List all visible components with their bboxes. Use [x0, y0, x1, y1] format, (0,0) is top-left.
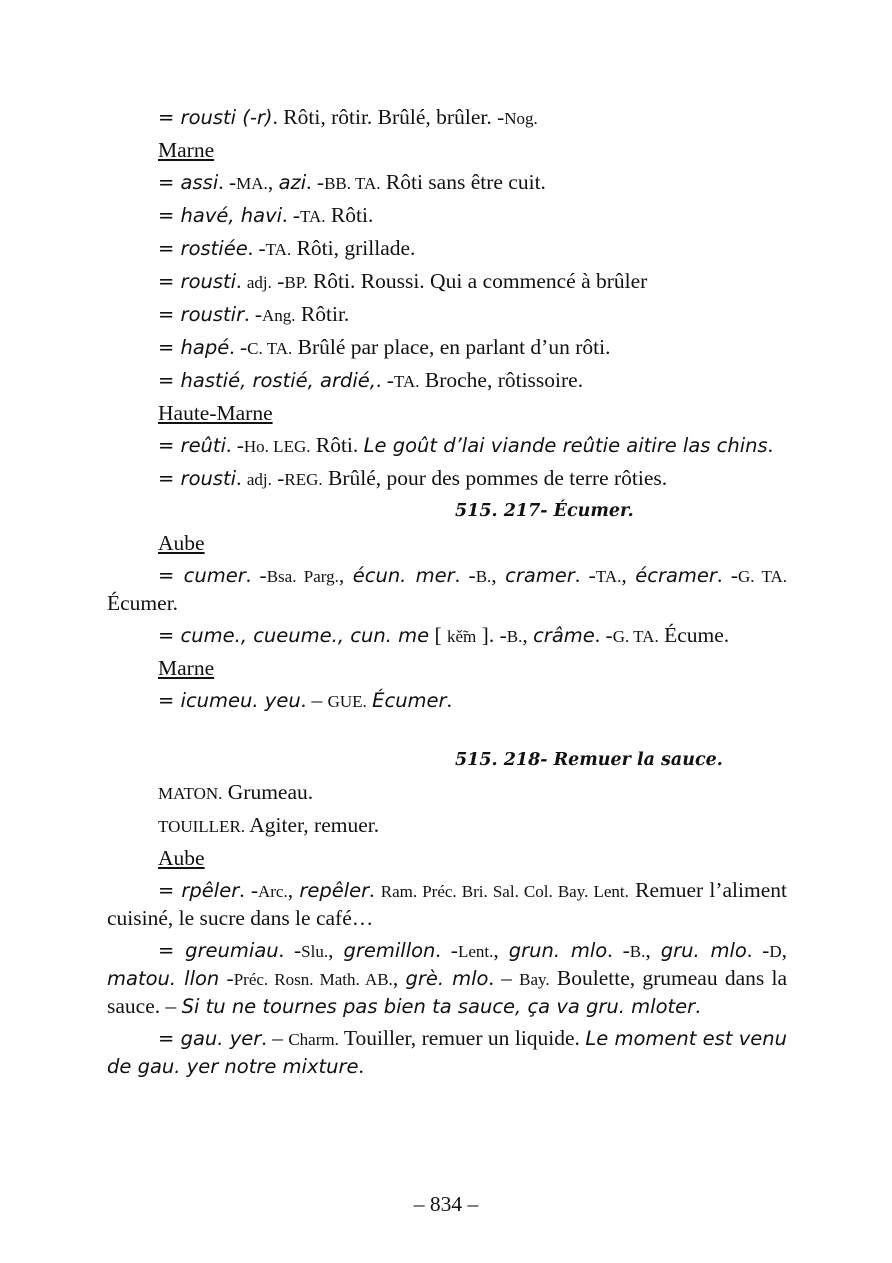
- entry-line: TOUILLER. Agiter, remuer.: [158, 813, 380, 837]
- section-heading: 515. 217- Écumer.: [455, 501, 634, 521]
- entry-line: = reûti. -Ho. LEG. Rôti. Le goût d’lai viande reûtie aitire las chins.: [158, 433, 774, 457]
- entry-line: = assi. -MA., azi. -BB. TA. Rôti sans être cuit.: [158, 170, 546, 194]
- region-heading: Haute-Marne: [158, 401, 273, 425]
- entry-line: = cumer. -Bsa. Parg., écun. mer. -B., cramer. -TA., écramer. -G. TA. Écumer.: [107, 563, 788, 615]
- region-heading: Aube: [158, 531, 205, 555]
- region-heading: Aube: [158, 846, 205, 870]
- entry-line: = hapé. -C. TA. Brûlé par place, en parlant d’un rôti.: [158, 335, 611, 359]
- entry-line: = rostiée. -TA. Rôti, grillade.: [158, 236, 416, 260]
- entry-line: = rousti. adj. -BP. Rôti. Roussi. Qui a commencé à brûler: [158, 269, 648, 293]
- entry-line: = greumiau. -Slu., gremillon. -Lent., grun. mlo. -B., gru. mlo. -D, matou. llon -Préc. Rosn. Math. AB., grè. mlo. – Bay. Boulette, grumeau dans la sauce. – Si tu ne tournes pas bien ta sauce, ça va gru. mloter.: [107, 938, 788, 1018]
- page-text: [107, 104, 787, 1085]
- entry-line: = rousti. adj. -REG. Brûlé, pour des pommes de terre rôties.: [158, 466, 668, 490]
- region-heading: Marne: [158, 656, 215, 680]
- section-heading: 515. 218- Remuer la sauce.: [455, 750, 723, 770]
- entry-line: = hastié, rostié, ardié,. -TA. Broche, rôtissoire.: [158, 368, 584, 392]
- entry-line: = havé, havi. -TA. Rôti.: [158, 203, 374, 227]
- entry-line: = icumeu. yeu. – GUE. Écumer.: [158, 688, 452, 712]
- entry-line: = rpêler. -Arc., repêler. Ram. Préc. Bri. Sal. Col. Bay. Lent. Remuer l’aliment cuisiné, le sucre dans le café…: [107, 878, 787, 930]
- entry-line: = rousti (-r). Rôti, rôtir. Brûlé, brûler. -Nog.: [158, 105, 538, 129]
- page-number: – 834 –: [413, 1192, 479, 1216]
- entry-line: = roustir. -Ang. Rôtir.: [158, 302, 350, 326]
- region-heading: Marne: [158, 138, 215, 162]
- entry-line: = cume., cueume., cun. me [ kě̃m ]. -B., crâme. -G. TA. Écume.: [158, 623, 730, 647]
- entry-line: = gau. yer. – Charm. Touiller, remuer un liquide. Le moment est venu de gau. yer notre mixture.: [107, 1026, 787, 1078]
- entry-line: MATON. Grumeau.: [158, 780, 314, 804]
